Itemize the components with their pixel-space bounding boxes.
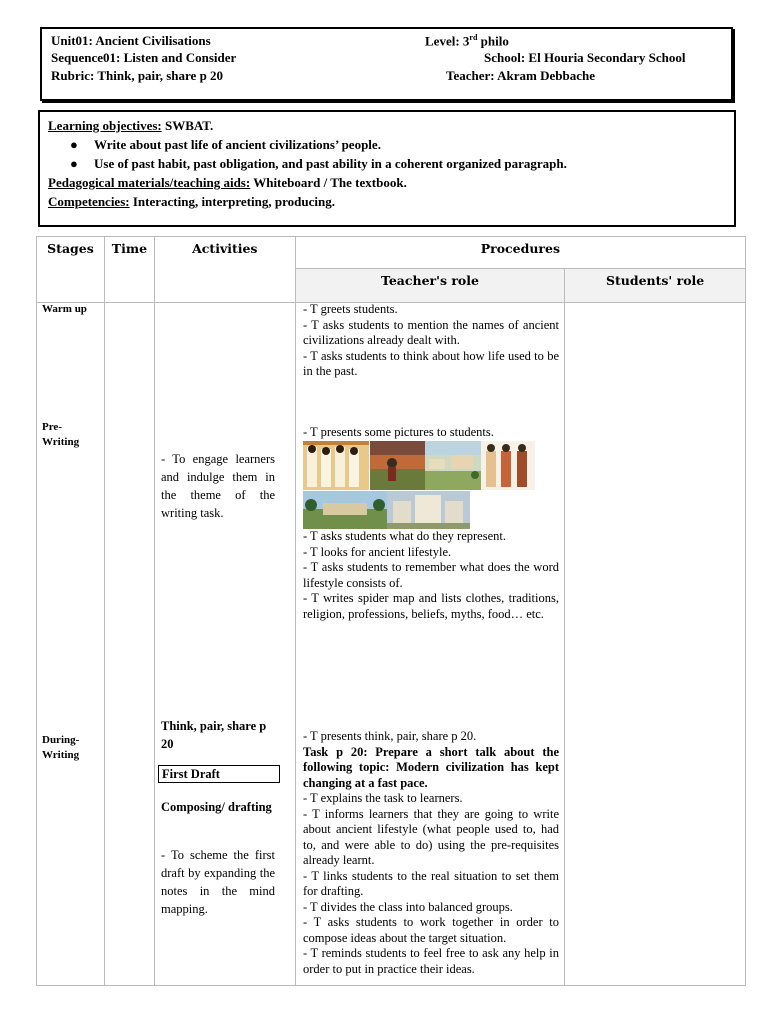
materials-line: Pedagogical materials/teaching aids: Whiteboard / The textbook. [48, 175, 407, 190]
proc-line: - T explains the task to learners. [303, 791, 463, 805]
ancient-fields-picture [370, 441, 425, 490]
ancient-clothing-picture [481, 441, 535, 490]
proc-line: - T writes spider map and lists clothes, traditions, religion, professions, beliefs, myths, food… etc. [303, 591, 559, 621]
ancient-palace-picture [387, 491, 470, 529]
school-label: School: El Houria Secondary School [484, 50, 686, 65]
activity-composing: Composing/ drafting [161, 800, 272, 814]
stages-cell [37, 303, 105, 986]
activity-tps-title: Think, pair, share p 20 [161, 719, 267, 751]
activity-composing-desc: - To scheme the first draft by expanding the notes in the mind mapping. [161, 848, 275, 916]
students-role-cell [565, 303, 746, 986]
header-stages: Stages [37, 237, 105, 303]
objective-bullet-1: ● Write about past life of ancient civilizations’ people. [70, 137, 381, 152]
objectives-box [38, 110, 736, 227]
proc-line: - T greets students. [303, 302, 398, 316]
time-cell [104, 303, 154, 986]
learning-objectives: Learning objectives: SWBAT. [48, 118, 214, 133]
task-statement: Task p 20: Prepare a short talk about the following topic: Modern civilization has kept changing at a fast pace. [303, 744, 559, 790]
proc-line: - T asks students what do they represent. [303, 529, 506, 543]
proc-line: - T links students to the real situation to set them for drafting. [303, 868, 559, 898]
procedure-pre-writing [303, 529, 559, 622]
header-time: Time [104, 237, 154, 303]
proc-line: - T asks students to think about how life used to be in the past. [303, 348, 559, 378]
proc-line: - T divides the class into balanced groups. [303, 899, 513, 914]
procedure-pre-writing-intro: - T presents some pictures to students. [303, 425, 494, 439]
lesson-header [40, 27, 733, 101]
header-teacher-role: Teacher's role [295, 269, 565, 303]
activity-pre-writing: - To engage learners and indulge them in the theme of the writing task. [161, 452, 275, 520]
proc-line: - T presents think, pair, share p 20. [303, 729, 477, 743]
proc-line: - T looks for ancient lifestyle. [303, 544, 452, 559]
level-label: Level: 3rd philo [425, 33, 509, 49]
stage-during-writing: During- Writing [42, 734, 80, 761]
egyptian-women-picture [303, 441, 369, 490]
header-activities: Activities [154, 237, 295, 303]
proc-line: - T informs learners that they are going to write about ancient lifestyle (what people used to, had to, and were able to do) using the pre-requisites already learnt. [303, 806, 559, 867]
competencies-line: Competencies: Interacting, interpreting, producing. [48, 194, 335, 209]
proc-line: - T asks students to work together in order to compose ideas about the target situation. [303, 915, 559, 945]
ancient-garden-picture [303, 491, 387, 529]
proc-line: - T asks students to mention the names of ancient civilizations already dealt with. [303, 317, 559, 347]
first-draft-box: First Draft [158, 765, 280, 783]
teacher-label: Teacher: Akram Debbache [446, 68, 596, 83]
proc-line: - T reminds students to feel free to ask any help in order to put in practice their ideas. [303, 946, 559, 976]
objective-bullet-2: ● Use of past habit, past obligation, and past ability in a coherent organized paragraph. [70, 156, 567, 171]
sequence-label: Sequence01: Listen and Consider [51, 50, 237, 65]
header-procedures: Procedures [295, 237, 745, 269]
stage-warm-up: Warm up [42, 303, 87, 315]
stage-pre-writing: Pre- Writing [42, 421, 80, 448]
header-students-role: Students' role [565, 269, 746, 303]
procedure-during-writing [303, 729, 559, 977]
rubric-label: Rubric: Think, pair, share p 20 [51, 68, 224, 83]
proc-line: - T asks students to remember what does the word lifestyle consists of. [303, 560, 559, 590]
procedure-warm-up [303, 302, 559, 380]
unit-label: Unit01: Ancient Civilisations [51, 33, 211, 48]
ancient-city-picture [425, 441, 481, 490]
